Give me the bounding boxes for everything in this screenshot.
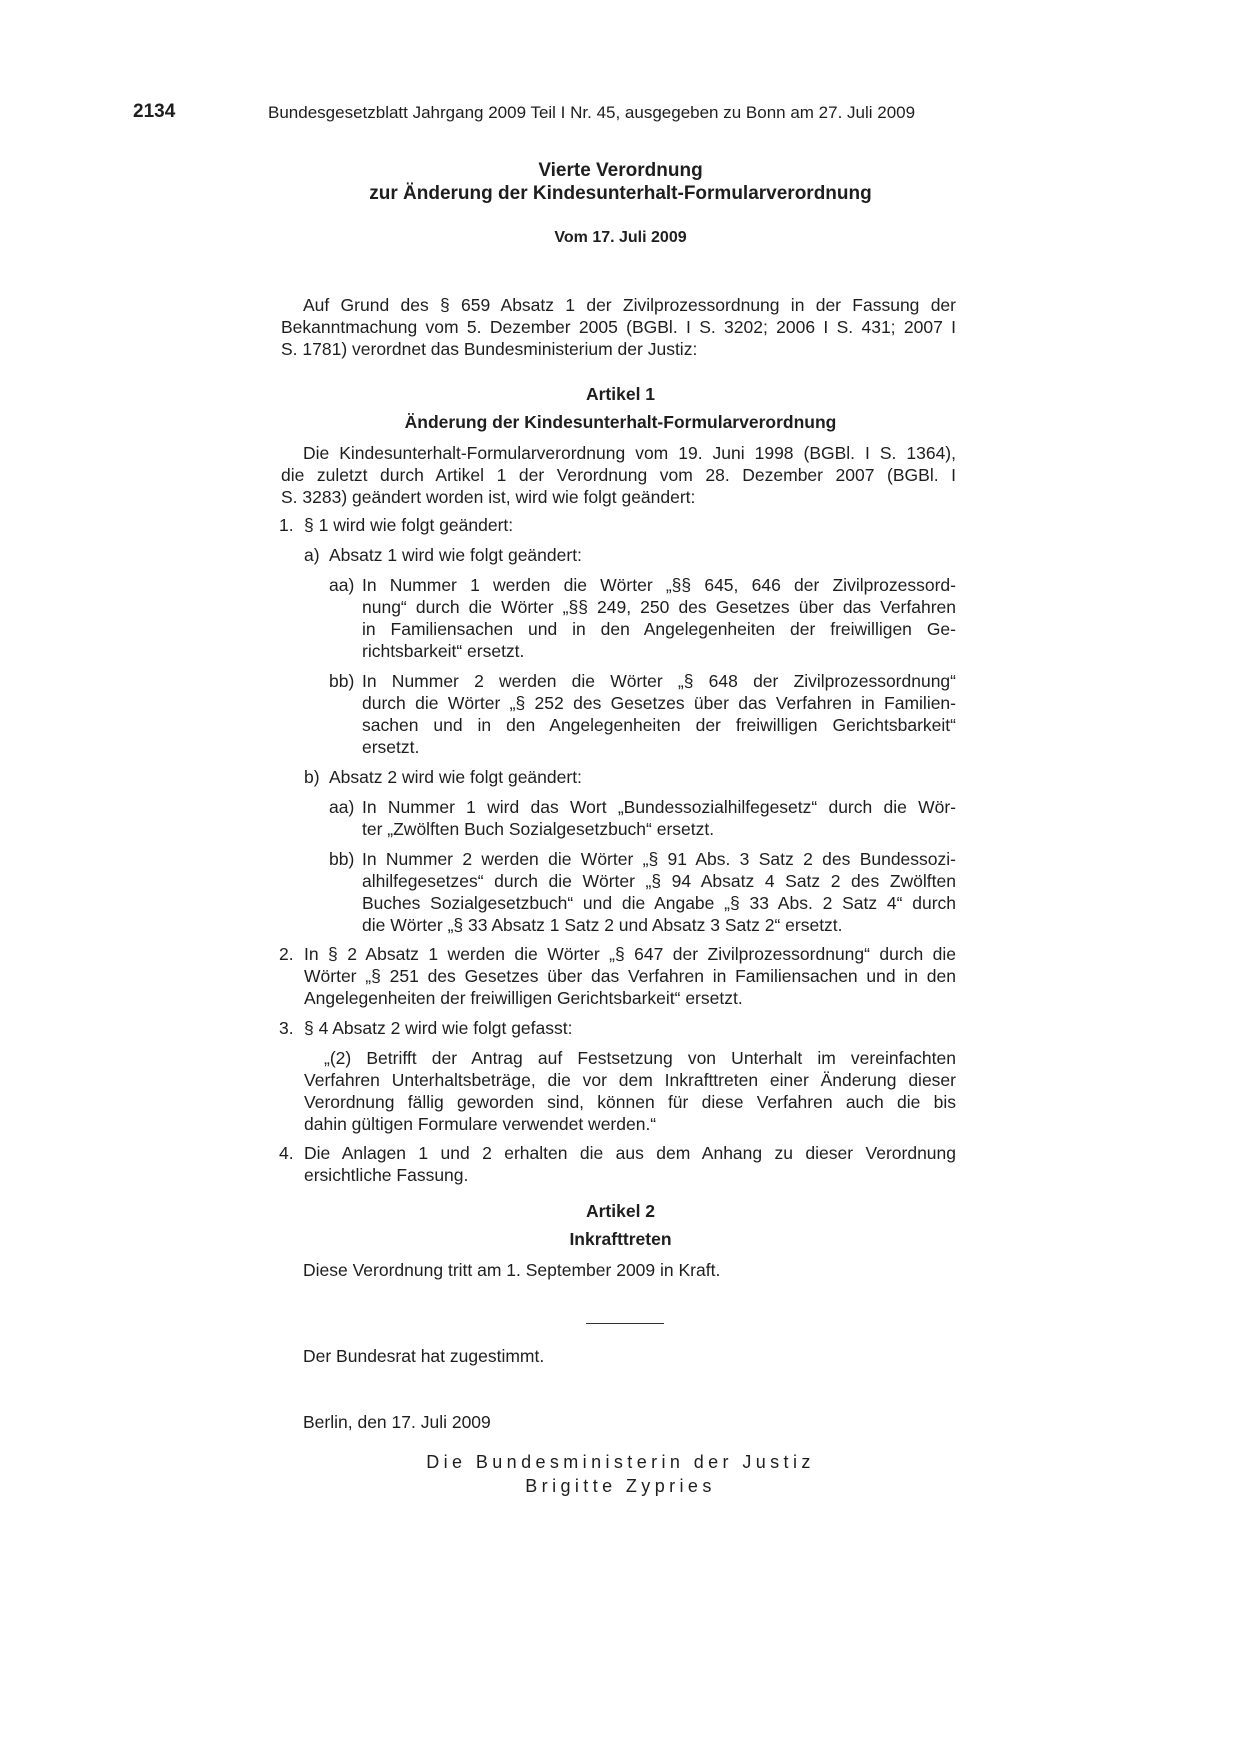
text-line: In Nummer 1 werden die Wörter „§§ 645, 646 der Zivilprozessord- bbox=[362, 575, 956, 595]
text-line: dahin gültigen Formulare verwendet werden.“ bbox=[304, 1114, 657, 1134]
item-1b-aa-label: aa) bbox=[329, 797, 355, 817]
text-line: Wörter „§ 251 des Gesetzes über das Verfahren in Familiensachen und in den bbox=[304, 966, 956, 986]
document-date: Vom 17. Juli 2009 bbox=[554, 229, 687, 246]
intro-line: die zuletzt durch Artikel 1 der Verordnung vom 28. Dezember 2007 (BGBl. I bbox=[281, 465, 956, 485]
item-1a-bb-label: bb) bbox=[329, 671, 355, 691]
item-1a-text: Absatz 1 wird wie folgt geändert: bbox=[329, 545, 582, 565]
item-2-text bbox=[304, 943, 956, 1009]
item-1b-label: b) bbox=[304, 767, 320, 787]
intro-line: Die Kindesunterhalt-Formularverordnung vom 19. Juni 1998 (BGBl. I S. 1364), bbox=[303, 443, 956, 463]
text-line: in Familiensachen und in den Angelegenheiten der freiwilligen Ge- bbox=[362, 619, 956, 639]
article-2-text: Diese Verordnung tritt am 1. September 2009 in Kraft. bbox=[303, 1260, 721, 1280]
text-line: nung“ durch die Wörter „§§ 249, 250 des Gesetzes über das Verfahren bbox=[362, 597, 956, 617]
text-line: „(2) Betrifft der Antrag auf Festsetzung von Unterhalt im vereinfachten bbox=[324, 1048, 956, 1068]
text-line: In Nummer 1 wird das Wort „Bundessozialhilfegesetz“ durch die Wör- bbox=[362, 797, 956, 817]
item-1b-text: Absatz 2 wird wie folgt geändert: bbox=[329, 767, 582, 787]
item-3-label: 3. bbox=[279, 1018, 294, 1038]
item-1-label: 1. bbox=[279, 515, 294, 535]
article-1-intro bbox=[281, 442, 956, 508]
text-line: In § 2 Absatz 1 werden die Wörter „§ 647 der Zivilprozessordnung“ durch die bbox=[304, 944, 956, 964]
preamble-line: S. 1781) verordnet das Bundesministerium der Justiz: bbox=[281, 339, 698, 359]
text-line: Verordnung fällig geworden sind, können für diese Verfahren auch die bis bbox=[304, 1092, 956, 1112]
text-line: Buches Sozialgesetzbuch“ und die Angabe „§ 33 Abs. 2 Satz 4“ durch bbox=[362, 893, 956, 913]
item-1b-aa-text bbox=[362, 796, 956, 840]
text-line: In Nummer 2 werden die Wörter „§ 91 Abs. 3 Satz 2 des Bundessozi- bbox=[362, 849, 956, 869]
document-title: Vierte Verordnung bbox=[538, 160, 703, 181]
text-line: Angelegenheiten der freiwilligen Gerichtsbarkeit“ ersetzt. bbox=[304, 988, 743, 1008]
item-1b-bb-label: bb) bbox=[329, 849, 355, 869]
text-line: durch die Wörter „§ 252 des Gesetzes über das Verfahren in Familien- bbox=[362, 693, 956, 713]
document-subtitle: zur Änderung der Kindesunterhalt-Formularverordnung bbox=[369, 183, 872, 204]
signatory-name: Brigitte Zypries bbox=[525, 1476, 716, 1496]
intro-line: S. 3283) geändert worden ist, wird wie folgt geändert: bbox=[281, 487, 696, 507]
running-head: Bundesgesetzblatt Jahrgang 2009 Teil I Nr. 45, ausgegeben zu Bonn am 27. Juli 2009 bbox=[268, 103, 916, 122]
item-2-label: 2. bbox=[279, 944, 294, 964]
article-1-heading: Änderung der Kindesunterhalt-Formularverordnung bbox=[404, 412, 837, 432]
preamble-line: Auf Grund des § 659 Absatz 1 der Zivilprozessordnung in der Fassung der bbox=[303, 295, 956, 315]
preamble-line: Bekanntmachung vom 5. Dezember 2005 (BGBl. I S. 3202; 2006 I S. 431; 2007 I bbox=[281, 317, 956, 337]
item-1a-bb-text bbox=[362, 670, 956, 758]
article-1-number: Artikel 1 bbox=[585, 384, 656, 404]
page-number: 2134 bbox=[133, 101, 176, 122]
text-line: Die Anlagen 1 und 2 erhalten die aus dem Anhang zu dieser Verordnung bbox=[304, 1143, 956, 1163]
preamble bbox=[281, 294, 956, 360]
text-line: ersichtliche Fassung. bbox=[304, 1165, 469, 1185]
text-line: sachen und in den Angelegenheiten der freiwilligen Gerichtsbarkeit“ bbox=[362, 715, 956, 735]
text-line: ersetzt. bbox=[362, 737, 420, 757]
item-1-text: § 1 wird wie folgt geändert: bbox=[304, 515, 514, 535]
text-line: die Wörter „§ 33 Absatz 1 Satz 2 und Absatz 3 Satz 2“ ersetzt. bbox=[362, 915, 843, 935]
consent-note: Der Bundesrat hat zugestimmt. bbox=[303, 1346, 545, 1366]
text-line: In Nummer 2 werden die Wörter „§ 648 der Zivilprozessordnung“ bbox=[362, 671, 956, 691]
item-3-quote bbox=[304, 1047, 956, 1135]
item-3-text: § 4 Absatz 2 wird wie folgt gefasst: bbox=[304, 1018, 573, 1038]
text-line: alhilfegesetzes“ durch die Wörter „§ 94 Absatz 4 Satz 2 des Zwölften bbox=[362, 871, 956, 891]
item-4-label: 4. bbox=[279, 1143, 294, 1163]
item-1a-aa-label: aa) bbox=[329, 575, 355, 595]
item-1a-label: a) bbox=[304, 545, 320, 565]
signatory-title: Die Bundesministerin der Justiz bbox=[426, 1452, 815, 1472]
place-date: Berlin, den 17. Juli 2009 bbox=[303, 1412, 491, 1432]
item-1b-bb-text bbox=[362, 848, 956, 936]
item-4-text bbox=[304, 1142, 956, 1186]
text-line: richtsbarkeit“ ersetzt. bbox=[362, 641, 525, 661]
article-2-number: Artikel 2 bbox=[585, 1201, 656, 1221]
item-1a-aa-text bbox=[362, 574, 956, 662]
divider bbox=[586, 1323, 664, 1324]
text-line: Verfahren Unterhaltsbeträge, die vor dem Inkrafttreten einer Änderung dieser bbox=[304, 1070, 956, 1090]
text-line: ter „Zwölften Buch Sozialgesetzbuch“ ersetzt. bbox=[362, 819, 715, 839]
article-2-heading: Inkrafttreten bbox=[569, 1229, 672, 1249]
